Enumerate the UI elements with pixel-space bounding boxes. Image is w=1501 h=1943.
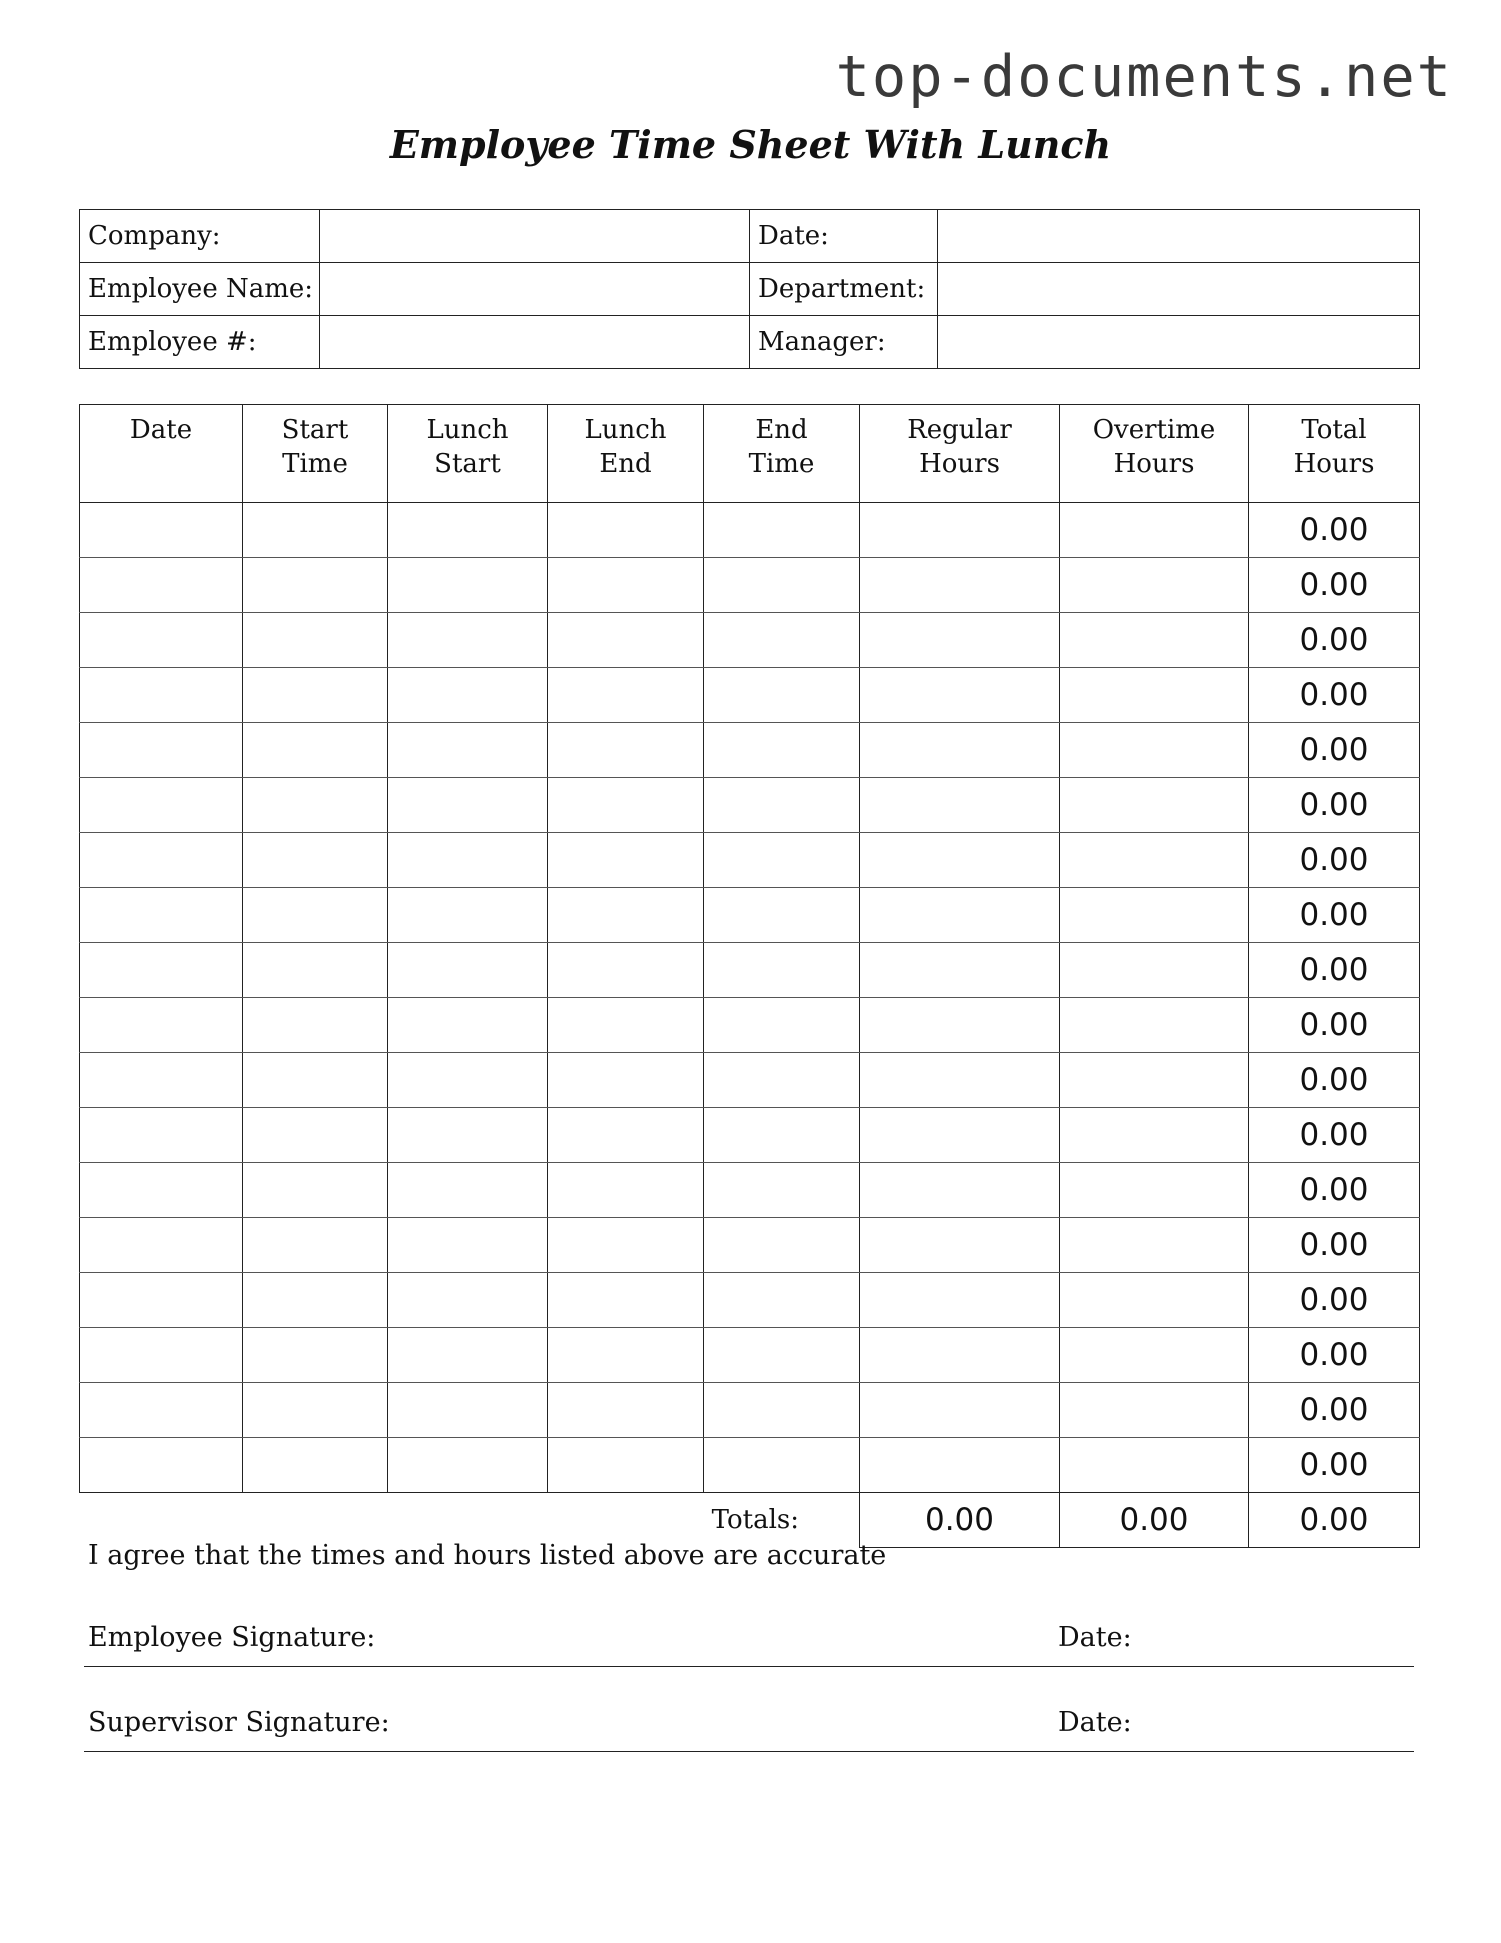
start-time-cell[interactable] xyxy=(243,1108,388,1163)
regular-hours-cell[interactable] xyxy=(860,1108,1060,1163)
column-header xyxy=(1249,405,1420,503)
table-row xyxy=(80,558,1420,613)
regular-hours-cell[interactable] xyxy=(860,613,1060,668)
lunch-start-cell[interactable] xyxy=(388,503,548,558)
start-time-cell[interactable] xyxy=(243,888,388,943)
employee-name-field[interactable] xyxy=(320,263,750,316)
department-field[interactable] xyxy=(938,263,1420,316)
regular-hours-cell[interactable] xyxy=(860,943,1060,998)
total-hours-cell: 0.00 xyxy=(1249,888,1420,943)
total-hours-cell: 0.00 xyxy=(1249,613,1420,668)
table-row xyxy=(80,1108,1420,1163)
overtime-hours-cell[interactable] xyxy=(1060,1053,1249,1108)
total-hours-cell: 0.00 xyxy=(1249,503,1420,558)
end-time-cell[interactable] xyxy=(704,1163,860,1218)
lunch-end-cell[interactable] xyxy=(548,1273,704,1328)
table-row xyxy=(80,943,1420,998)
end-time-cell[interactable] xyxy=(704,613,860,668)
total-hours-cell: 0.00 xyxy=(1249,668,1420,723)
lunch-start-cell[interactable] xyxy=(388,888,548,943)
column-header-line: Total xyxy=(1301,415,1367,445)
column-header-line: End xyxy=(599,449,652,479)
total-hours-cell: 0.00 xyxy=(1249,998,1420,1053)
manager-field[interactable] xyxy=(938,316,1420,369)
total-hours-cell: 0.00 xyxy=(1249,558,1420,613)
regular-hours-cell[interactable] xyxy=(860,1438,1060,1493)
start-time-cell[interactable] xyxy=(243,1163,388,1218)
regular-hours-cell[interactable] xyxy=(860,723,1060,778)
regular-hours-cell[interactable] xyxy=(860,1053,1060,1108)
date-cell[interactable] xyxy=(80,1273,243,1328)
lunch-end-cell[interactable] xyxy=(548,888,704,943)
lunch-start-cell[interactable] xyxy=(388,1383,548,1438)
header-row xyxy=(80,405,1420,503)
date-cell[interactable] xyxy=(80,888,243,943)
table-row xyxy=(80,1273,1420,1328)
table-row xyxy=(80,1053,1420,1108)
date-cell[interactable] xyxy=(80,668,243,723)
lunch-end-cell[interactable] xyxy=(548,503,704,558)
lunch-start-cell[interactable] xyxy=(388,998,548,1053)
table-row xyxy=(80,503,1420,558)
end-time-cell[interactable] xyxy=(704,833,860,888)
overtime-hours-cell[interactable] xyxy=(1060,833,1249,888)
supervisor-signature-line[interactable] xyxy=(84,1707,1414,1752)
employee-signature-line[interactable] xyxy=(84,1622,1414,1667)
company-field[interactable] xyxy=(320,210,750,263)
lunch-end-cell[interactable] xyxy=(548,1218,704,1273)
watermark: top-documents.net xyxy=(835,44,1453,110)
date-cell[interactable] xyxy=(80,613,243,668)
date-cell[interactable] xyxy=(80,723,243,778)
start-time-cell[interactable] xyxy=(243,998,388,1053)
column-header-line: End xyxy=(755,415,808,445)
agreement-text: I agree that the times and hours listed above are accurate xyxy=(88,1540,887,1571)
overtime-hours-cell[interactable] xyxy=(1060,998,1249,1053)
column-header xyxy=(1060,405,1249,503)
column-header xyxy=(704,405,860,503)
column-header xyxy=(548,405,704,503)
lunch-end-cell[interactable] xyxy=(548,1108,704,1163)
regular-hours-cell[interactable] xyxy=(860,1163,1060,1218)
overtime-hours-cell[interactable] xyxy=(1060,723,1249,778)
table-row xyxy=(80,613,1420,668)
lunch-end-cell[interactable] xyxy=(548,1163,704,1218)
total-hours-cell: 0.00 xyxy=(1249,1053,1420,1108)
regular-hours-cell[interactable] xyxy=(860,1273,1060,1328)
regular-hours-cell[interactable] xyxy=(860,778,1060,833)
start-time-cell[interactable] xyxy=(243,1438,388,1493)
overtime-hours-cell[interactable] xyxy=(1060,1108,1249,1163)
date-cell[interactable] xyxy=(80,558,243,613)
start-time-cell[interactable] xyxy=(243,1328,388,1383)
end-time-cell[interactable] xyxy=(704,1053,860,1108)
overtime-hours-cell[interactable] xyxy=(1060,1383,1249,1438)
overtime-hours-cell[interactable] xyxy=(1060,1438,1249,1493)
end-time-cell[interactable] xyxy=(704,1218,860,1273)
total-hours-cell: 0.00 xyxy=(1249,833,1420,888)
table-row xyxy=(80,1163,1420,1218)
column-header-line: Start xyxy=(434,449,501,479)
date-cell[interactable] xyxy=(80,1438,243,1493)
table-row xyxy=(80,1383,1420,1438)
timesheet-body xyxy=(80,503,1420,1548)
date-cell[interactable] xyxy=(80,833,243,888)
date-cell[interactable] xyxy=(80,1163,243,1218)
employee-number-label: Employee #: xyxy=(80,316,320,369)
employee-name-label: Employee Name: xyxy=(80,263,320,316)
date-field[interactable] xyxy=(938,210,1420,263)
total-hours-cell: 0.00 xyxy=(1249,943,1420,998)
lunch-end-cell[interactable] xyxy=(548,778,704,833)
column-header-line: Time xyxy=(282,449,348,479)
department-label: Department: xyxy=(750,263,938,316)
table-row xyxy=(80,998,1420,1053)
end-time-cell[interactable] xyxy=(704,503,860,558)
overtime-hours-cell[interactable] xyxy=(1060,558,1249,613)
date-cell[interactable] xyxy=(80,1383,243,1438)
overtime-hours-cell[interactable] xyxy=(1060,943,1249,998)
lunch-end-cell[interactable] xyxy=(548,1438,704,1493)
table-row xyxy=(80,1438,1420,1493)
total-hours-cell: 0.00 xyxy=(1249,1438,1420,1493)
column-header-line: Regular xyxy=(907,415,1012,445)
date-label: Date: xyxy=(750,210,938,263)
lunch-start-cell[interactable] xyxy=(388,1053,548,1108)
column-header-line: Overtime xyxy=(1092,415,1216,445)
lunch-start-cell[interactable] xyxy=(388,1163,548,1218)
lunch-start-cell[interactable] xyxy=(388,1273,548,1328)
date-cell[interactable] xyxy=(80,1218,243,1273)
column-header-line: Lunch xyxy=(426,415,509,445)
overtime-hours-cell[interactable] xyxy=(1060,668,1249,723)
end-time-cell[interactable] xyxy=(704,998,860,1053)
total-hours-cell: 0.00 xyxy=(1249,1383,1420,1438)
lunch-end-cell[interactable] xyxy=(548,1053,704,1108)
overtime-hours-cell[interactable] xyxy=(1060,1328,1249,1383)
timesheet-table xyxy=(79,404,1420,1548)
end-time-cell[interactable] xyxy=(704,723,860,778)
lunch-start-cell[interactable] xyxy=(388,1108,548,1163)
start-time-cell[interactable] xyxy=(243,723,388,778)
end-time-cell[interactable] xyxy=(704,1328,860,1383)
column-header xyxy=(388,405,548,503)
end-time-cell[interactable] xyxy=(704,1108,860,1163)
date-cell[interactable] xyxy=(80,503,243,558)
date-cell[interactable] xyxy=(80,1053,243,1108)
lunch-end-cell[interactable] xyxy=(548,1383,704,1438)
table-row xyxy=(80,778,1420,833)
totals-label: Totals: xyxy=(711,1505,799,1536)
start-time-cell[interactable] xyxy=(243,613,388,668)
start-time-cell[interactable] xyxy=(243,558,388,613)
lunch-start-cell[interactable] xyxy=(388,943,548,998)
column-header xyxy=(860,405,1060,503)
total-hours-cell: 0.00 xyxy=(1249,723,1420,778)
date-cell[interactable] xyxy=(80,998,243,1053)
column-header-line: Hours xyxy=(1113,449,1195,479)
table-row xyxy=(80,833,1420,888)
column-header-line: Lunch xyxy=(584,415,667,445)
total-hours-cell: 0.00 xyxy=(1249,778,1420,833)
regular-hours-cell[interactable] xyxy=(860,1328,1060,1383)
overtime-hours-cell[interactable] xyxy=(1060,778,1249,833)
total-hours-total: 0.00 xyxy=(1249,1493,1420,1548)
employee-signature-label: Employee Signature: xyxy=(88,1622,376,1653)
lunch-start-cell[interactable] xyxy=(388,723,548,778)
lunch-end-cell[interactable] xyxy=(548,558,704,613)
supervisor-signature-label: Supervisor Signature: xyxy=(88,1707,390,1738)
lunch-start-cell[interactable] xyxy=(388,668,548,723)
lunch-start-cell[interactable] xyxy=(388,558,548,613)
start-time-cell[interactable] xyxy=(243,778,388,833)
page-title: Employee Time Sheet With Lunch xyxy=(389,122,1112,167)
lunch-end-cell[interactable] xyxy=(548,668,704,723)
lunch-start-cell[interactable] xyxy=(388,1328,548,1383)
overtime-hours-cell[interactable] xyxy=(1060,888,1249,943)
lunch-end-cell[interactable] xyxy=(548,1328,704,1383)
column-header-line: Start xyxy=(281,415,349,445)
date-cell[interactable] xyxy=(80,1108,243,1163)
supervisor-signature-date-label: Date: xyxy=(1058,1707,1132,1738)
employee-info-table xyxy=(79,209,1420,369)
table-row xyxy=(80,1328,1420,1383)
total-hours-cell: 0.00 xyxy=(1249,1328,1420,1383)
end-time-cell[interactable] xyxy=(704,558,860,613)
end-time-cell[interactable] xyxy=(704,778,860,833)
regular-hours-cell[interactable] xyxy=(860,558,1060,613)
start-time-cell[interactable] xyxy=(243,1383,388,1438)
overtime-hours-cell[interactable] xyxy=(1060,613,1249,668)
start-time-cell[interactable] xyxy=(243,833,388,888)
lunch-start-cell[interactable] xyxy=(388,613,548,668)
end-time-cell[interactable] xyxy=(704,668,860,723)
overtime-hours-cell[interactable] xyxy=(1060,1163,1249,1218)
employee-signature-date-label: Date: xyxy=(1058,1622,1132,1653)
lunch-start-cell[interactable] xyxy=(388,833,548,888)
table-row xyxy=(80,668,1420,723)
overtime-hours-cell[interactable] xyxy=(1060,1218,1249,1273)
regular-hours-cell[interactable] xyxy=(860,888,1060,943)
overtime-hours-cell[interactable] xyxy=(1060,1273,1249,1328)
start-time-cell[interactable] xyxy=(243,943,388,998)
regular-hours-cell[interactable] xyxy=(860,1383,1060,1438)
date-cell[interactable] xyxy=(80,943,243,998)
overtime-hours-cell[interactable] xyxy=(1060,503,1249,558)
table-row xyxy=(80,723,1420,778)
regular-hours-cell[interactable] xyxy=(860,1218,1060,1273)
employee-number-field[interactable] xyxy=(320,316,750,369)
regular-hours-total: 0.00 xyxy=(860,1493,1060,1548)
total-hours-cell: 0.00 xyxy=(1249,1273,1420,1328)
manager-label: Manager: xyxy=(750,316,938,369)
column-header-line: Hours xyxy=(919,449,1000,479)
table-row xyxy=(80,1218,1420,1273)
start-time-cell[interactable] xyxy=(243,668,388,723)
lunch-end-cell[interactable] xyxy=(548,943,704,998)
start-time-cell[interactable] xyxy=(243,1053,388,1108)
lunch-end-cell[interactable] xyxy=(548,998,704,1053)
total-hours-cell: 0.00 xyxy=(1249,1218,1420,1273)
end-time-cell[interactable] xyxy=(704,888,860,943)
lunch-end-cell[interactable] xyxy=(548,723,704,778)
lunch-start-cell[interactable] xyxy=(388,1218,548,1273)
lunch-start-cell[interactable] xyxy=(388,778,548,833)
end-time-cell[interactable] xyxy=(704,1438,860,1493)
column-header-line: Time xyxy=(748,449,815,479)
column-header-line: Hours xyxy=(1293,449,1375,479)
regular-hours-cell[interactable] xyxy=(860,503,1060,558)
total-hours-cell: 0.00 xyxy=(1249,1163,1420,1218)
date-cell[interactable] xyxy=(80,1328,243,1383)
lunch-start-cell[interactable] xyxy=(388,1438,548,1493)
overtime-hours-total: 0.00 xyxy=(1060,1493,1249,1548)
column-header-line: Date xyxy=(129,415,193,445)
column-header xyxy=(80,405,243,503)
regular-hours-cell[interactable] xyxy=(860,998,1060,1053)
date-cell[interactable] xyxy=(80,778,243,833)
regular-hours-cell[interactable] xyxy=(860,668,1060,723)
end-time-cell[interactable] xyxy=(704,943,860,998)
start-time-cell[interactable] xyxy=(243,1273,388,1328)
end-time-cell[interactable] xyxy=(704,1383,860,1438)
regular-hours-cell[interactable] xyxy=(860,833,1060,888)
start-time-cell[interactable] xyxy=(243,1218,388,1273)
lunch-end-cell[interactable] xyxy=(548,613,704,668)
table-row xyxy=(80,888,1420,943)
start-time-cell[interactable] xyxy=(243,503,388,558)
lunch-end-cell[interactable] xyxy=(548,833,704,888)
end-time-cell[interactable] xyxy=(704,1273,860,1328)
column-header xyxy=(243,405,388,503)
total-hours-cell: 0.00 xyxy=(1249,1108,1420,1163)
company-label: Company: xyxy=(80,210,320,263)
